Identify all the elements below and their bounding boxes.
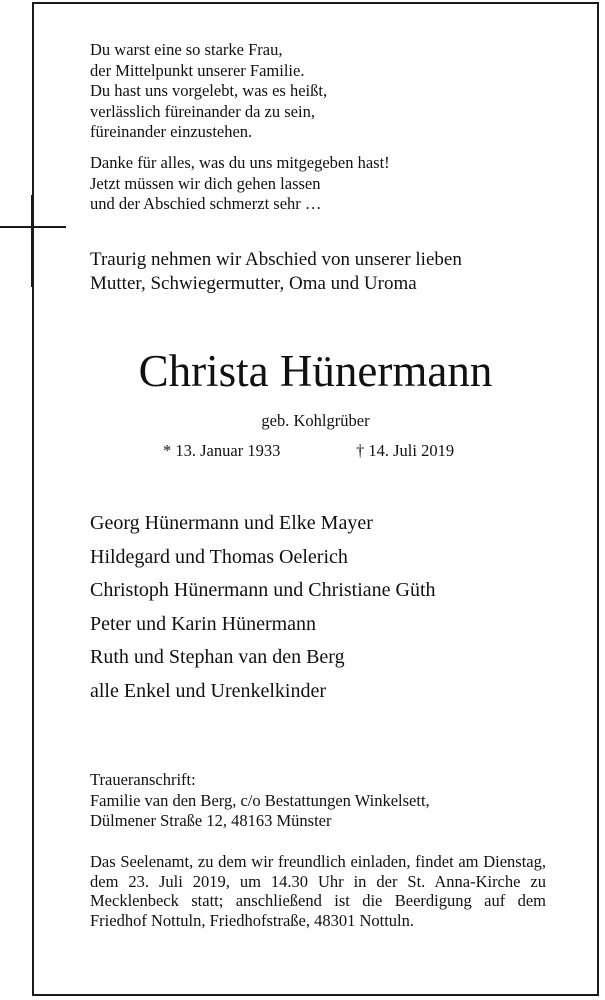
mourner-line: Ruth und Stephan van den Berg [90, 646, 345, 668]
mourner-line: Christoph Hünermann und Christiane Güth [90, 579, 436, 601]
poem-line: Du warst eine so starke Frau, [90, 40, 283, 59]
intro-text [90, 248, 462, 296]
intro-line: Mutter, Schwiegermutter, Oma und Uroma [90, 273, 417, 294]
address-line: Familie van den Berg, c/o Bestattungen Winkelsett, [90, 790, 430, 810]
poem-line: Danke für alles, was du uns mitgegeben hast! [90, 153, 390, 172]
mourning-address [90, 770, 430, 832]
poem-line: verlässlich füreinander da zu sein, [90, 101, 315, 121]
mourners-list [90, 507, 436, 708]
birth-name: geb. Kohlgrüber [261, 411, 370, 430]
mourner-line: Georg Hünermann und Elke Mayer [90, 512, 373, 534]
poem-line: der Mittelpunkt unserer Familie. [90, 60, 305, 80]
poem-stanza-1 [90, 40, 327, 143]
mourner-line: Hildegard und Thomas Oelerich [90, 545, 348, 568]
mourner-line: alle Enkel und Urenkelkinder [90, 679, 327, 702]
address-line: Traueranschrift: [90, 770, 196, 789]
service-announcement: Das Seelenamt, zu dem wir freundlich einladen, findet am Dienstag, dem 23. Juli 2019, um 14.30 Uhr in der St. Anna-Kirche zu Mecklenbeck statt; anschließend ist die Beerdigung auf dem Friedhof Nottuln, Friedhofstraße, 48301 Nottuln. [90, 852, 546, 930]
poem-line: und der Abschied schmerzt sehr … [90, 194, 322, 213]
mourner-line: Peter und Karin Hünermann [90, 612, 317, 635]
poem-line: füreinander einzustehen. [90, 122, 253, 141]
deceased-name: Christa Hünermann [138, 346, 493, 396]
poem-line: Jetzt müssen wir dich gehen lassen [90, 173, 321, 193]
cross-icon [0, 195, 66, 287]
death-date: † 14. Juli 2019 [356, 441, 455, 460]
intro-line: Traurig nehmen wir Abschied von unserer lieben [90, 249, 462, 270]
address-line: Dülmener Straße 12, 48163 Münster [90, 811, 332, 830]
poem-stanza-2 [90, 153, 390, 215]
poem-line: Du hast uns vorgelebt, was es heißt, [90, 81, 328, 100]
obituary-border [32, 2, 599, 996]
birth-date: * 13. Januar 1933 [163, 441, 281, 460]
